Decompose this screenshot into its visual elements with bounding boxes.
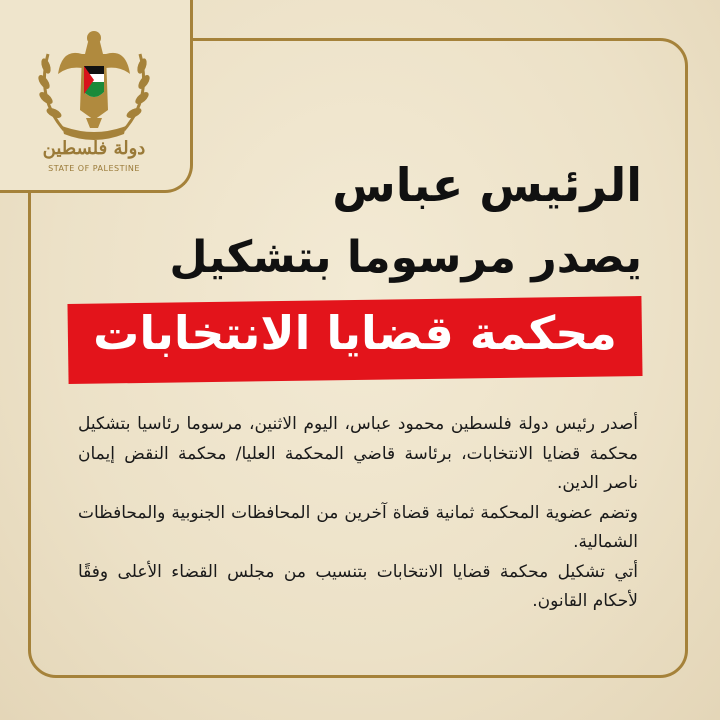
body-paragraph-1: أصدر رئيس دولة فلسطين محمود عباس، اليوم الاثنين، مرسوما رئاسيا بتشكيل محكمة قضايا الانتخابات، برئاسة قاضي المحكمة العليا/ محكمة النقض إيمان ناصر الدين. [78,414,638,493]
body-paragraph-3: أتي تشكيل محكمة قضايا الانتخابات بتنسيب من مجلس القضاء الأعلى وفقًا لأحكام القانون. [78,561,638,611]
headline-line-3: محكمة قضايا الانتخابات [93,306,617,360]
headline-line-2: يصدر مرسوما بتشكيل [169,232,642,283]
emblem-arabic-name: دولة فلسطين [42,138,146,159]
emblem-english-name: STATE OF PALESTINE [48,164,140,173]
state-emblem [24,18,164,180]
article-body [78,410,638,617]
palestine-eagle-emblem-icon [24,18,164,143]
body-paragraph-2: وتضم عضوية المحكمة ثمانية قضاة آخرين من المحافظات الجنوبية والمحافظات الشمالية. [78,502,638,552]
headline-line-1: الرئيس عباس [332,158,642,212]
